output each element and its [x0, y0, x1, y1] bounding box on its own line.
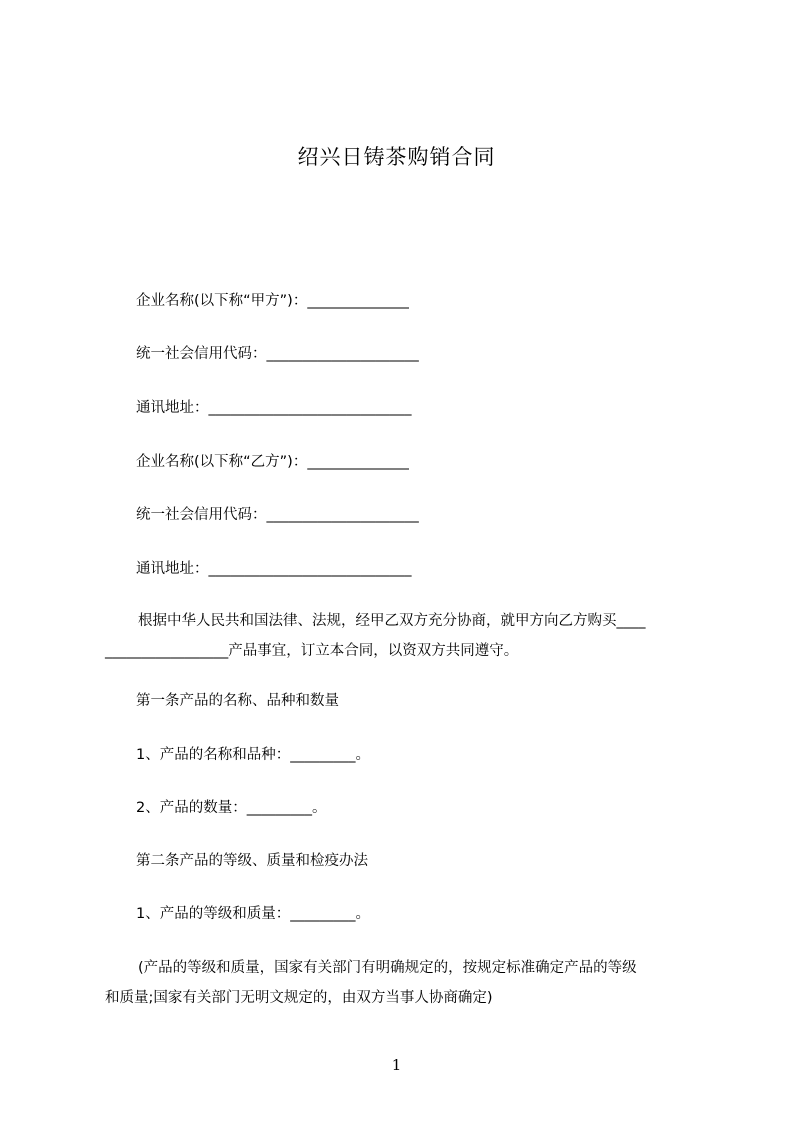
party-a-address-field: 通讯地址：____________________________: [136, 400, 412, 416]
article-2-note-text: (产品的等级和质量，国家有关部门有明确规定的，按规定标准确定产品的等级 和质量;国家有关部门无明文规定的，由双方当事人协商确定): [105, 960, 637, 1006]
party-a-credit-code-field: 统一社会信用代码：_____________________: [136, 346, 419, 362]
party-b-name-field: 企业名称(以下称“乙方”)：______________: [136, 454, 409, 470]
article-2-heading: 第二条产品的等级、质量和检疫办法: [136, 853, 368, 869]
party-b-address-field: 通讯地址：____________________________: [136, 561, 412, 577]
document-title: 绍兴日铸茶购销合同: [297, 145, 496, 169]
party-b-credit-code-field: 统一社会信用代码：_____________________: [136, 507, 419, 523]
article-2-note: [105, 953, 700, 1013]
page-number: 1: [391, 1056, 402, 1074]
article-1-item-1: 1、产品的名称和品种：_________。: [136, 747, 370, 763]
preamble-paragraph: [105, 606, 700, 666]
preamble-text: 根据中华人民共和国法律、法规，经甲乙双方充分协商，就甲方向乙方购买____ _________________产品事宜，订立本合同，以资双方共同遵守。: [105, 613, 646, 659]
article-1-item-2: 2、产品的数量：_________。: [136, 800, 327, 816]
article-1-heading: 第一条产品的名称、品种和数量: [136, 693, 339, 709]
party-a-name-field: 企业名称(以下称“甲方”)：______________: [136, 293, 409, 309]
article-2-item-1: 1、产品的等级和质量：_________。: [136, 906, 370, 922]
